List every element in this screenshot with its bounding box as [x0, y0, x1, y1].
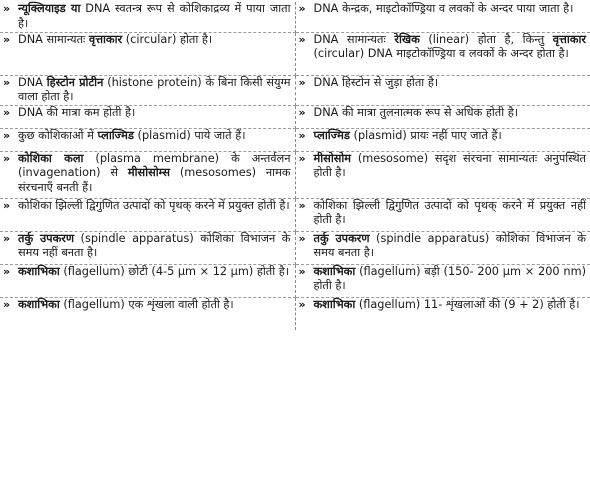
bullet-arrow-icon: »: [298, 297, 306, 311]
bullet-arrow-icon: »: [298, 75, 306, 89]
cell-text: [18, 33, 291, 48]
prokaryote-cell: [0, 2, 295, 32]
bullet-arrow-icon: »: [3, 151, 11, 165]
bullet-arrow-icon: »: [3, 128, 11, 142]
text-segment: (linear) होता है, किन्तु: [419, 32, 553, 46]
text-segment: DNA: [18, 75, 47, 89]
text-segment: (histone protein) के बिना किसी संयुग्म वाला होता है।: [18, 75, 291, 104]
bullet-arrow-icon: »: [3, 264, 11, 278]
bullet-arrow-icon: »: [3, 2, 11, 15]
bullet-arrow-icon: »: [3, 75, 11, 89]
eukaryote-cell: [295, 297, 590, 330]
table-row: [0, 75, 590, 105]
bold-term: कशाभिका: [313, 264, 356, 278]
bullet-arrow-icon: »: [298, 2, 306, 15]
cell-text: [314, 33, 587, 62]
text-segment: (plasmid) प्रायः नहीं पाए जाते हैं।: [349, 128, 502, 142]
text-segment: (mesosomes) नामक संरचनाएँ बनती हैं।: [18, 166, 291, 194]
cell-text: [18, 129, 291, 144]
cell-text: [18, 152, 291, 196]
prokaryote-cell: [0, 198, 295, 231]
cell-text: [314, 199, 587, 228]
text-segment: (flagellum) बड़ी (150- 200 μm × 200 nm) होती है।: [313, 264, 586, 293]
table-row: [0, 128, 590, 151]
text-segment: DNA सामान्यतः: [18, 32, 89, 46]
eukaryote-cell: [295, 2, 590, 32]
cell-text: [314, 2, 587, 17]
text-segment: (plasmid) पाये जाते हैं।: [133, 128, 246, 142]
text-segment: (mesosome) सदृश संरचना सामान्यतः अनुपस्थित होती है।: [313, 151, 586, 180]
table-row: [0, 151, 590, 198]
text-segment: (flagellum) एक शृंखला वाली होती है।: [59, 297, 234, 311]
text-segment: कोशिका झिल्ली द्विगुणित उत्पादों को पृथक् करने में प्रयुक्त नहीं होती है।: [313, 198, 586, 227]
cell-text: [18, 298, 291, 313]
text-segment: DNA की मात्रा तुलनात्मक रूप से अधिक होती है।: [313, 105, 519, 119]
bullet-arrow-icon: »: [3, 297, 11, 311]
bold-term: मीसोसोम: [313, 151, 352, 165]
table-row: [0, 198, 590, 231]
cell-text: [314, 106, 587, 121]
bold-term: मीसोसोम्स: [127, 166, 170, 180]
prokaryote-cell: [0, 128, 295, 151]
bold-term: कशाभिका: [18, 297, 60, 311]
cell-text: [314, 76, 587, 91]
bold-term: प्लाज्मिड: [313, 128, 350, 142]
text-segment: DNA हिस्टोन से जुड़ा होता है।: [313, 75, 439, 89]
cell-text: [18, 232, 291, 261]
bullet-arrow-icon: »: [298, 105, 306, 119]
bullet-arrow-icon: »: [298, 264, 306, 278]
text-segment: DNA सामान्यतः: [313, 32, 395, 46]
table-row: [0, 297, 590, 330]
prokaryote-cell: [0, 32, 295, 75]
bullet-arrow-icon: »: [298, 128, 306, 142]
bold-term: कशाभिका: [313, 297, 356, 311]
cell-text: [18, 2, 291, 31]
bullet-arrow-icon: »: [298, 231, 306, 245]
prokaryote-cell: [0, 105, 295, 128]
text-segment: कुछ कोशिकाओं में: [18, 128, 98, 142]
text-segment: कोशिका झिल्ली द्विगुणित उत्पादों को पृथक् करने में प्रयुक्त होती है।: [18, 198, 290, 212]
bold-term: तर्कु उपकरण: [313, 231, 370, 245]
prokaryote-cell: [0, 297, 295, 330]
cell-text: [314, 152, 587, 181]
bullet-arrow-icon: »: [3, 105, 11, 119]
prokaryote-cell: [0, 75, 295, 105]
text-segment: (plasma membrane) के अन्तर्वलन (invagenation) से: [18, 151, 291, 180]
bullet-arrow-icon: »: [3, 198, 11, 212]
prokaryote-cell: [0, 264, 295, 297]
cell-text: [314, 298, 587, 313]
text-segment: (spindle apparatus) कोशिका विभाजन के समय नहीं बनता है।: [18, 231, 291, 260]
text-segment: DNA स्वतन्त्र रूप से कोशिकाद्रव्य में पाया जाता है।: [18, 2, 291, 30]
cell-text: [314, 232, 587, 261]
eukaryote-cell: [295, 264, 590, 297]
bold-term: कशाभिका: [18, 264, 60, 278]
table-row: [0, 264, 590, 297]
bullet-arrow-icon: »: [298, 32, 306, 46]
comparison-table-body: [0, 2, 590, 330]
bold-term: वृत्ताकार: [552, 32, 586, 46]
eukaryote-cell: [295, 231, 590, 264]
table-row: [0, 231, 590, 264]
text-segment: DNA की मात्रा कम होती है।: [18, 105, 136, 119]
table-row: [0, 32, 590, 75]
bold-term: कोशिका कला: [18, 151, 84, 165]
eukaryote-cell: [295, 75, 590, 105]
text-segment: (circular) DNA माइटोकॉण्ड्रिया व लवकों के अन्दर होता है।: [313, 47, 569, 61]
text-segment: (circular) होता है।: [122, 32, 213, 46]
cell-text: [18, 265, 291, 280]
prokaryote-cell: [0, 151, 295, 198]
prokaryote-cell: [0, 231, 295, 264]
bold-term: तर्कु उपकरण: [18, 231, 75, 245]
text-segment: (spindle apparatus) कोशिका विभाजन के समय बनता है।: [313, 231, 586, 260]
text-segment: DNA केन्द्रक, माइटोकॉण्ड्रिया व लवकों के अन्दर पाया जाता है।: [313, 2, 574, 15]
bullet-arrow-icon: »: [3, 231, 11, 245]
cell-text: [314, 265, 587, 294]
cell-text: [18, 199, 291, 214]
bullet-arrow-icon: »: [298, 151, 306, 165]
bold-term: न्यूक्लियाइड या: [18, 2, 81, 15]
eukaryote-cell: [295, 128, 590, 151]
cell-text: [18, 106, 291, 121]
text-segment: (flagellum) 11- शृंखलाओं की (9 + 2) होती है।: [355, 297, 580, 311]
eukaryote-cell: [295, 198, 590, 231]
eukaryote-cell: [295, 32, 590, 75]
bold-term: रेखिक: [394, 32, 420, 46]
eukaryote-cell: [295, 105, 590, 128]
bold-term: वृत्ताकार: [88, 32, 123, 46]
cell-text: [18, 76, 291, 105]
bullet-arrow-icon: »: [3, 32, 11, 46]
bold-term: हिस्टोन प्रोटीन: [46, 75, 104, 89]
bold-term: प्लाज्मिड: [97, 128, 134, 142]
table-row: [0, 2, 590, 32]
eukaryote-cell: [295, 151, 590, 198]
table-row: [0, 105, 590, 128]
text-segment: (flagellum) छोटी (4-5 μm × 12 μm) होती है।: [59, 264, 290, 278]
cell-text: [314, 129, 587, 144]
bullet-arrow-icon: »: [298, 198, 306, 212]
comparison-table: [0, 2, 590, 330]
